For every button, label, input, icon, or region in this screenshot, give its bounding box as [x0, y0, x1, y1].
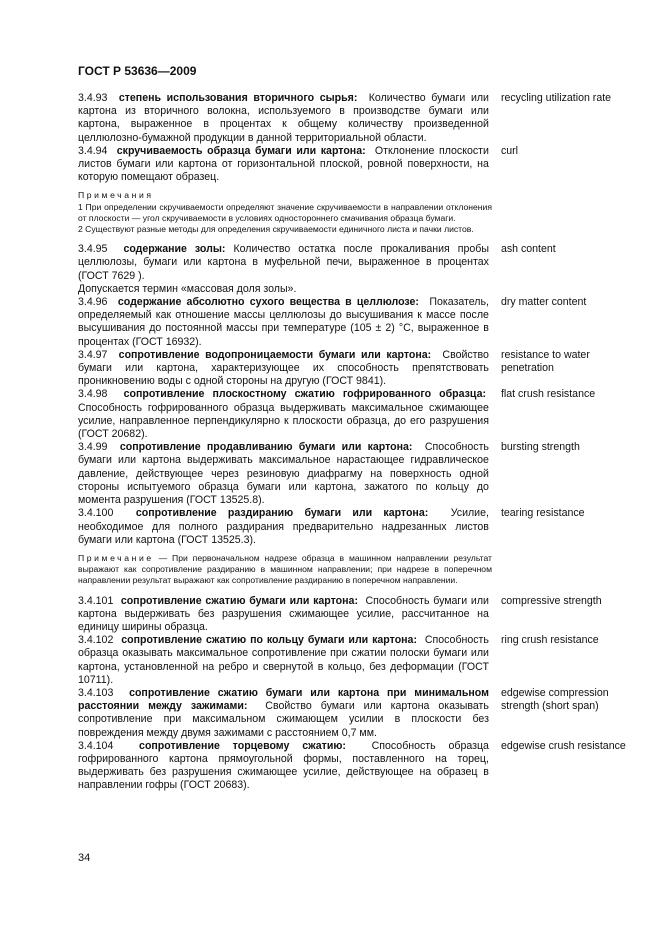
entry-definition: Способность образца оказывать максимальное сопротивление при сжатии полоски бумаги или картона, установленной на ребро и свернутой в кольцо, без деформации (ГОСТ 10711).: [78, 634, 489, 686]
entry-term: сопротивление продавливанию бумаги или картона:: [119, 441, 413, 454]
entry-term: сопротивление торцевому сжатию:: [139, 739, 346, 752]
entry-definition: Усилие, необходимое для полного раздирания предварительно надрезанных листов бумаги или картона (ГОСТ 13525.3).: [78, 507, 489, 546]
english-term: flat crush resistance: [500, 388, 596, 401]
page-number: 34: [78, 852, 91, 864]
entry-text: [78, 296, 489, 349]
english-term: ring crush resistance: [500, 634, 599, 647]
ash-extra-text: Допускается термин «массовая доля золы».: [78, 282, 297, 295]
term-entry: [78, 595, 628, 635]
note-tearing: [78, 553, 492, 587]
note-curl: [78, 190, 492, 235]
entry-number: 3.4.103: [78, 686, 114, 699]
document-header: ГОСТ Р 53636—2009: [78, 64, 197, 78]
english-term: tearing resistance: [500, 507, 585, 520]
entry-term: содержание абсолютно сухого вещества в целлюлозе:: [117, 296, 419, 309]
english-term: dry matter content: [500, 296, 587, 309]
english-term: edgewise crush resistance: [500, 739, 626, 752]
entry-term: сопротивление сжатию бумаги или картона при минимальном расстоянии между зажимами:: [78, 686, 489, 713]
english-term: recycling utilization rate: [500, 92, 612, 104]
entry-term: содержание золы:: [123, 243, 226, 256]
document-body: [78, 92, 628, 793]
english-term: ash content: [500, 243, 556, 256]
english-term: curl: [500, 144, 519, 157]
entry-number: 3.4.97: [78, 348, 108, 361]
entry-definition: Свойство бумаги или картона оказывать сопротивление при максимальном сжимающем усилии в плоскости без повреждения между двумя зажимами с расстоянием 0,7 мм.: [78, 700, 489, 739]
note-title: Примечания: [78, 190, 154, 201]
entry-number: 3.4.101: [78, 594, 114, 607]
term-entry: [78, 507, 628, 547]
entry-term: сопротивление раздиранию бумаги или картона:: [135, 507, 429, 520]
entry-term: сопротивление водопроницаемости бумаги или картона:: [118, 348, 432, 361]
english-term: compressive strength: [500, 594, 602, 607]
entry-text: [78, 388, 489, 441]
entry-number: 3.4.104: [78, 739, 114, 752]
term-entry: [78, 296, 628, 349]
entry-definition: Способность бумаги или картона выдерживать без разрушения сжимающее усилие, рассчитанное на единицу ширины образца.: [78, 594, 489, 633]
entry-number: 3.4.93: [78, 92, 108, 104]
entry-text: [78, 145, 489, 185]
note-text: — При первоначальном надрезе образца в машинном направлении результат выражают как сопротивление раздиранию в машинном направлении; при надрезе в поперечном направлении результат выражают как сопротивление раздиранию в поперечном направлении.: [78, 552, 492, 586]
entry-number: 3.4.98: [78, 388, 108, 401]
term-entry: [78, 441, 628, 507]
entry-definition: Показатель, определяемый как отношение массы целлюлозы до высушивания к массе после высушивания до постоянной массы при температуре (105 ± 2) °С, выраженное в процентах (ГОСТ 16932).: [78, 296, 489, 348]
term-entry: [78, 92, 628, 145]
entry-number: 3.4.96: [78, 296, 108, 309]
entry-term: степень использования вторичного сырья:: [118, 92, 358, 104]
note-item: 2 Существуют разные методы для определения скручиваемости единичного листа и пачки листов.: [78, 224, 474, 235]
entry-term: сопротивление плоскостному сжатию гофрированного образца:: [123, 388, 486, 401]
entry-definition: Отклонение плоскости листов бумаги или картона от горизонтальной плоской, ровной поверхности, на которую помещают образец.: [78, 144, 489, 184]
entry-term: сопротивление сжатию по кольцу бумаги или картона:: [121, 634, 417, 647]
entry-text: [78, 740, 489, 793]
entry-term: скручиваемость образца бумаги или картона:: [116, 144, 366, 157]
entry-text: [78, 634, 489, 687]
entry-definition: Способность гофрированного образца выдерживать максимальное сжимающее усилие, направленное перпендикулярно к плоскости образца, до его разрушения (ГОСТ 20682).: [78, 401, 489, 441]
note-item: 1 При определении скручиваемости определяют значение скручиваемости в направлении отклонения от плоскости — угол скручиваемости в условиях одностороннего смачивания образца бумаги.: [78, 201, 492, 223]
entry-term: сопротивление сжатию бумаги или картона:: [120, 594, 358, 607]
english-term: edgewise compression strength (short span): [500, 686, 609, 713]
entry-definition: Количество остатка после прокаливания пробы целлюлозы, бумаги или картона в муфельной печи, выраженное в процентах (ГОСТ 7629 ).: [78, 243, 489, 282]
entry-number: 3.4.102: [78, 634, 114, 647]
entry-text: [78, 441, 489, 507]
english-term: resistance to water penetration: [500, 348, 590, 375]
entry-text: [78, 687, 489, 740]
english-term: bursting strength: [500, 441, 580, 454]
entry-text: [78, 92, 489, 145]
entry-definition: Способность образца гофрированного картона прямоугольной формы, поставленного на торец, выдерживать без разрушения сжимающее усилие, действующее на образец в направлении гофры (ГОСТ 20683).: [78, 739, 489, 792]
term-entry: [78, 687, 628, 740]
entry-text: [78, 595, 489, 635]
term-entry: [78, 349, 628, 389]
entry-number: 3.4.95: [78, 243, 108, 256]
entry-text: [78, 243, 489, 283]
entry-number: 3.4.99: [78, 441, 108, 454]
entry-number: 3.4.94: [78, 144, 108, 157]
term-entry: [78, 634, 628, 687]
term-entry: [78, 388, 628, 441]
note-title: Примечание: [78, 552, 154, 563]
term-entry: [78, 145, 628, 185]
entry-text: [78, 507, 489, 547]
entry-definition: Свойство бумаги или картона, характеризующее их способность препятствовать проникновению воды с одной стороны на другую (ГОСТ 9841).: [78, 348, 489, 388]
entry-definition: Количество бумаги или картона из вторичного волокна, используемого в производстве бумаги или картона, выраженное в процентах к общему количеству произведенной целлюлозно-бумажной продукции в данной территориальной области.: [78, 92, 489, 144]
entry-text: [78, 349, 489, 389]
term-entry: [78, 740, 628, 793]
entry-definition: Способность бумаги или картона выдерживать максимальное нарастающее гидравлическое давление, действующее через резиновую диафрагму на поверхность одной стороны испытуемого образца бумаги или картона, зажатого по кольцу до момента разрушения (ГОСТ 13525.8).: [78, 441, 489, 507]
entry-number: 3.4.100: [78, 507, 114, 520]
term-entry: [78, 243, 628, 283]
